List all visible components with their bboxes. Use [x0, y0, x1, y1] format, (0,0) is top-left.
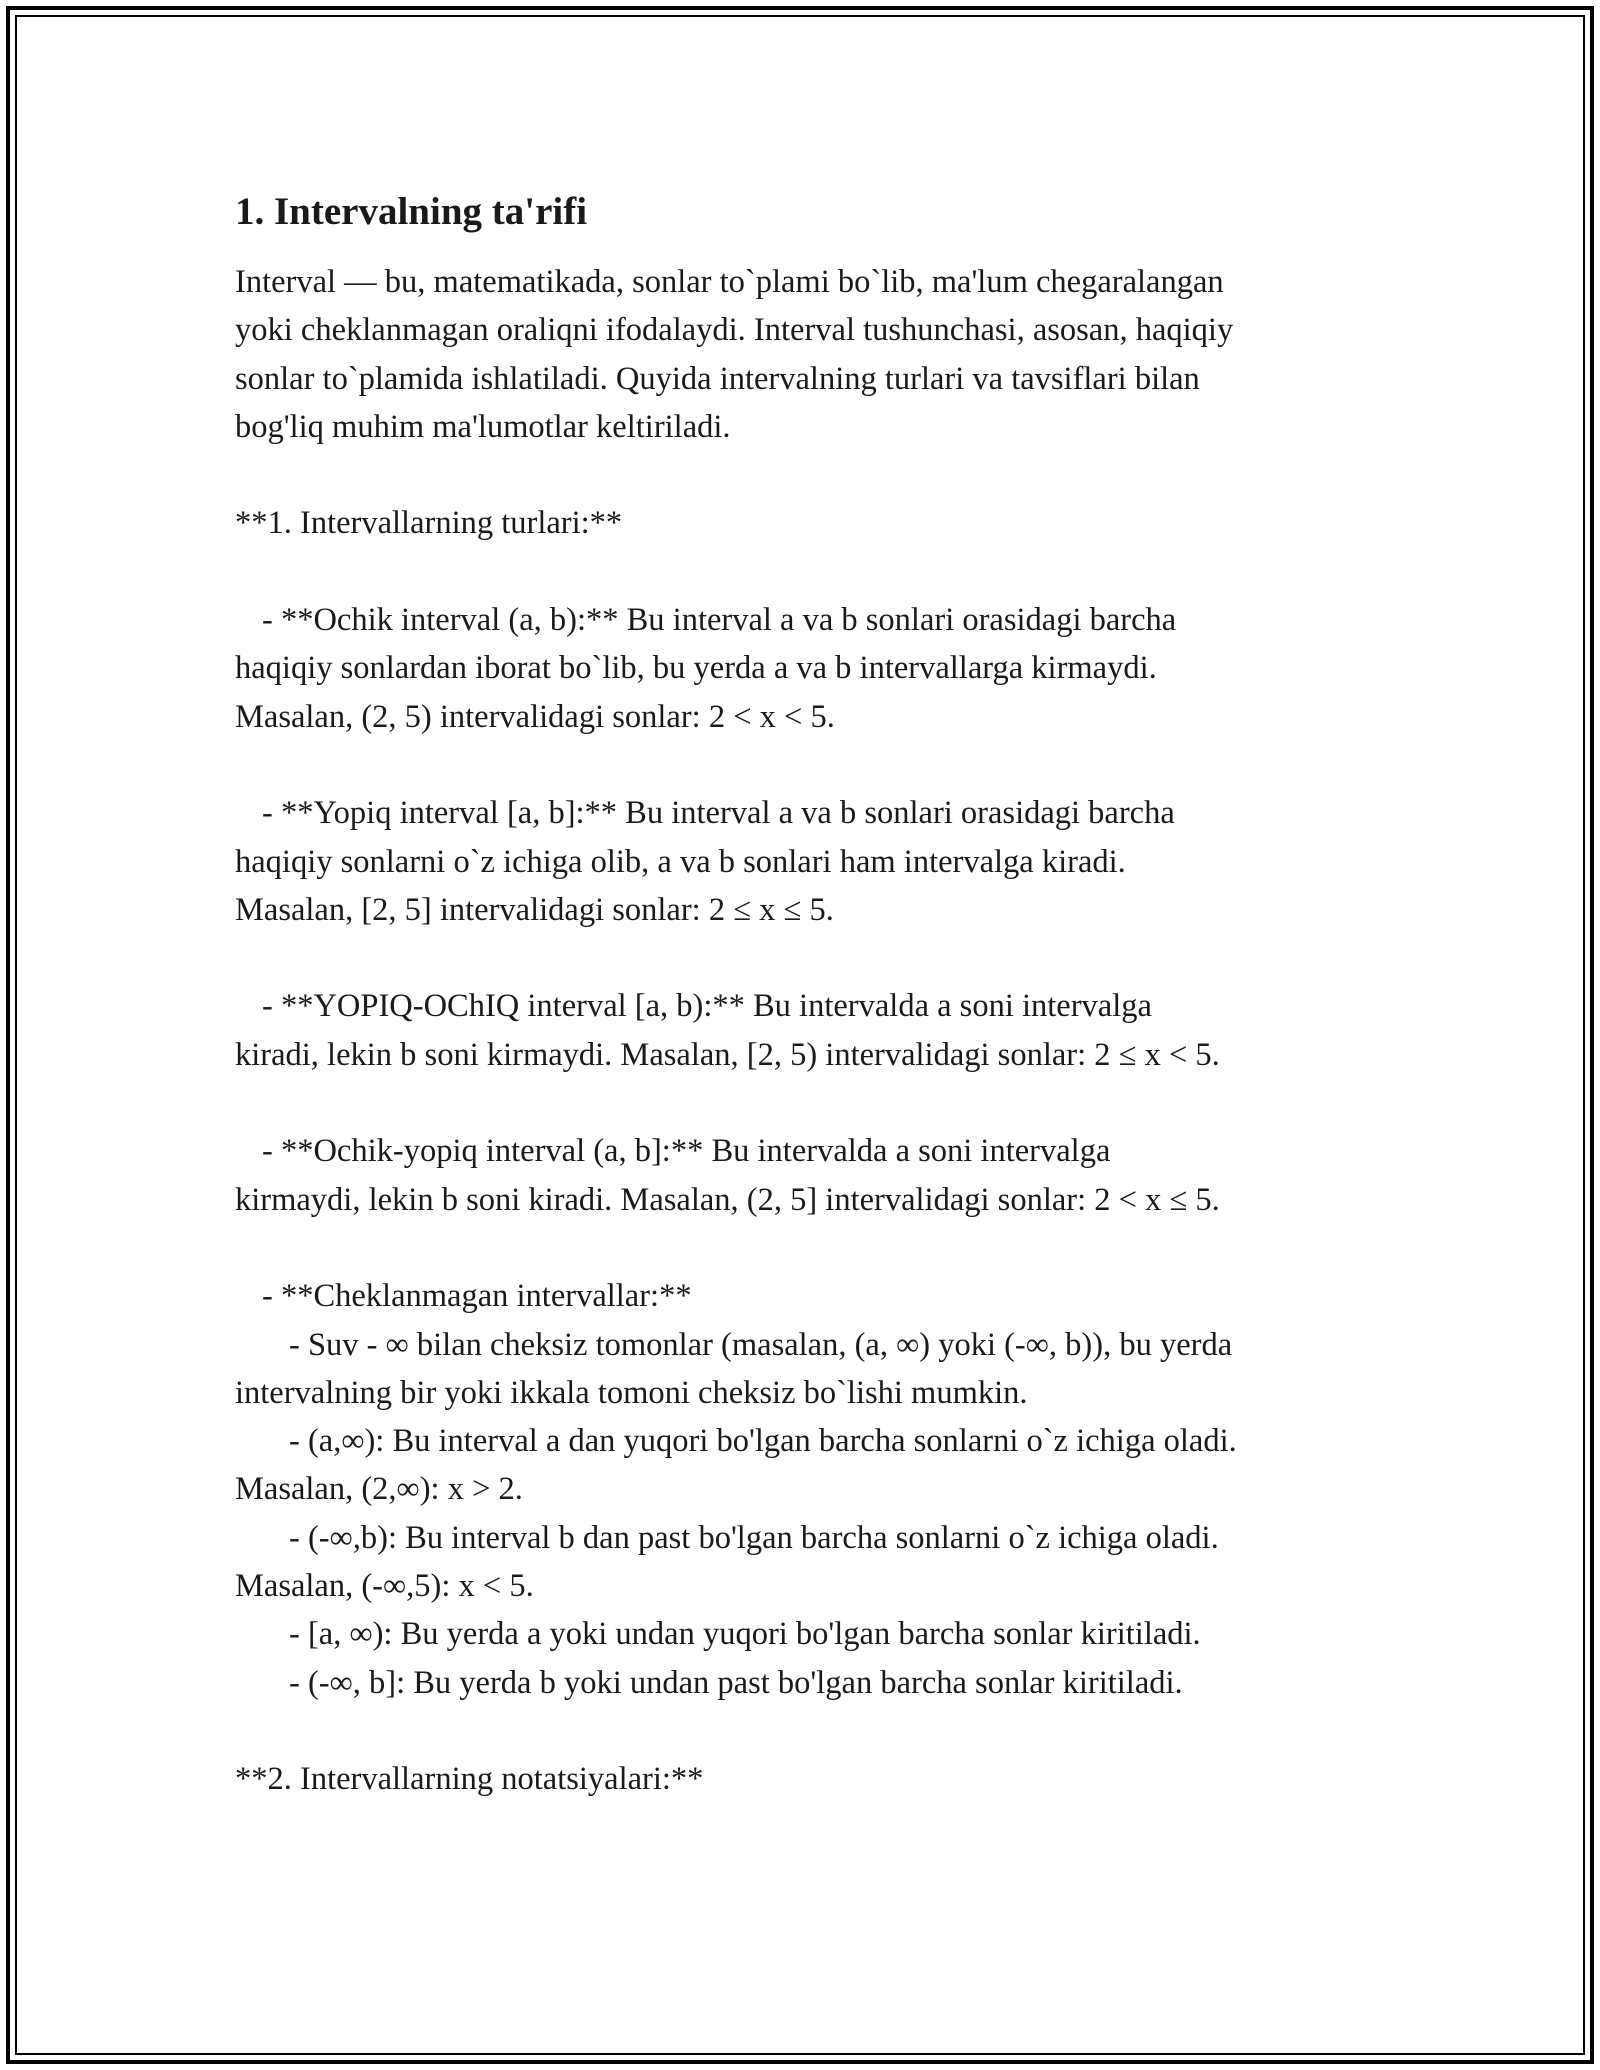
list-item-line: - **Yopiq interval [a, b]:** Bu interval a va b sonlari orasidagi barcha — [262, 795, 1175, 832]
blank-line — [235, 451, 1385, 499]
list-item-line: Masalan, (2, 5) intervalidagi sonlar: 2 < x < 5. — [235, 698, 835, 735]
ochik-interval-item — [235, 596, 1385, 741]
blank-line — [235, 1079, 1385, 1127]
yopiq-interval-item — [235, 789, 1385, 934]
list-item-line: Masalan, [2, 5] intervalidagi sonlar: 2 ≤ x ≤ 5. — [235, 891, 834, 928]
sub-list-item-line: intervalning bir yoki ikkala tomoni cheksiz bo`lishi mumkin. — [235, 1374, 1028, 1411]
section-heading: 1. Intervalning ta'rifi — [235, 190, 588, 233]
sub-list-item-line: - [a, ∞): Bu yerda a yoki undan yuqori bo'lgan barcha sonlar kiritiladi. — [289, 1616, 1201, 1653]
list-item-line: - **Ochik-yopiq interval (a, b]:** Bu intervalda a soni intervalga — [262, 1133, 1111, 1170]
paragraph-line: yoki cheklanmagan oraliqni ifodalaydi. Interval tushunchasi, asosan, haqiqiy — [235, 312, 1234, 349]
ochik-yopiq-interval-item — [235, 1127, 1385, 1224]
list-item-line: haqiqiy sonlardan iborat bo`lib, bu yerda a va b intervallarga kirmaydi. — [235, 650, 1157, 687]
subsection-title: **1. Intervallarning turlari:** — [235, 505, 623, 542]
sub-list-item-line: Masalan, (-∞,5): x < 5. — [235, 1568, 534, 1605]
cheklanmagan-intervallar-item — [235, 1272, 1385, 1707]
paragraph-line: bog'liq muhim ma'lumotlar keltiriladi. — [235, 408, 731, 445]
intro-paragraph — [235, 258, 1385, 451]
blank-line — [235, 548, 1385, 596]
document-body — [235, 186, 1385, 1804]
list-item-line: kiradi, lekin b soni kirmaydi. Masalan, [2, 5) intervalidagi sonlar: 2 ≤ x < 5. — [235, 1036, 1220, 1073]
subsection-title: **2. Intervallarning notatsiyalari:** — [235, 1761, 704, 1798]
sub-list-item-line: - (a,∞): Bu interval a dan yuqori bo'lgan barcha sonlarni o`z ichiga oladi. — [289, 1423, 1237, 1460]
blank-line — [235, 741, 1385, 789]
yopiq-ochiq-interval-item — [235, 982, 1385, 1079]
list-item-line: - **Cheklanmagan intervallar:** — [262, 1278, 692, 1315]
sub-list-item-line: Masalan, (2,∞): x > 2. — [235, 1471, 523, 1508]
blank-line — [235, 934, 1385, 982]
sub-list-item-line: - (-∞,b): Bu interval b dan past bo'lgan barcha sonlarni o`z ichiga oladi. — [289, 1519, 1219, 1556]
blank-line — [235, 1224, 1385, 1272]
paragraph-line: sonlar to`plamida ishlatiladi. Quyida intervalning turlari va tavsiflari bilan — [235, 360, 1200, 397]
sub-list-item-line: - Suv - ∞ bilan cheksiz tomonlar (masalan, (a, ∞) yoki (-∞, b)), bu yerda — [289, 1326, 1233, 1363]
list-item-line: haqiqiy sonlarni o`z ichiga olib, a va b sonlari ham intervalga kiradi. — [235, 843, 1126, 880]
list-item-line: kirmaydi, lekin b soni kiradi. Masalan, (2, 5] intervalidagi sonlar: 2 < x ≤ 5. — [235, 1181, 1220, 1218]
paragraph-line: Interval — bu, matematikada, sonlar to`plami bo`lib, ma'lum chegaralangan — [235, 264, 1224, 300]
blank-line — [235, 1707, 1385, 1755]
list-item-line: - **Ochik interval (a, b):** Bu interval a va b sonlari orasidagi barcha — [262, 602, 1177, 639]
sub-list-item-line: - (-∞, b]: Bu yerda b yoki undan past bo'lgan barcha sonlar kiritiladi. — [289, 1664, 1183, 1701]
list-item-line: - **YOPIQ-OChIQ interval [a, b):** Bu intervalda a soni intervalga — [262, 988, 1152, 1025]
